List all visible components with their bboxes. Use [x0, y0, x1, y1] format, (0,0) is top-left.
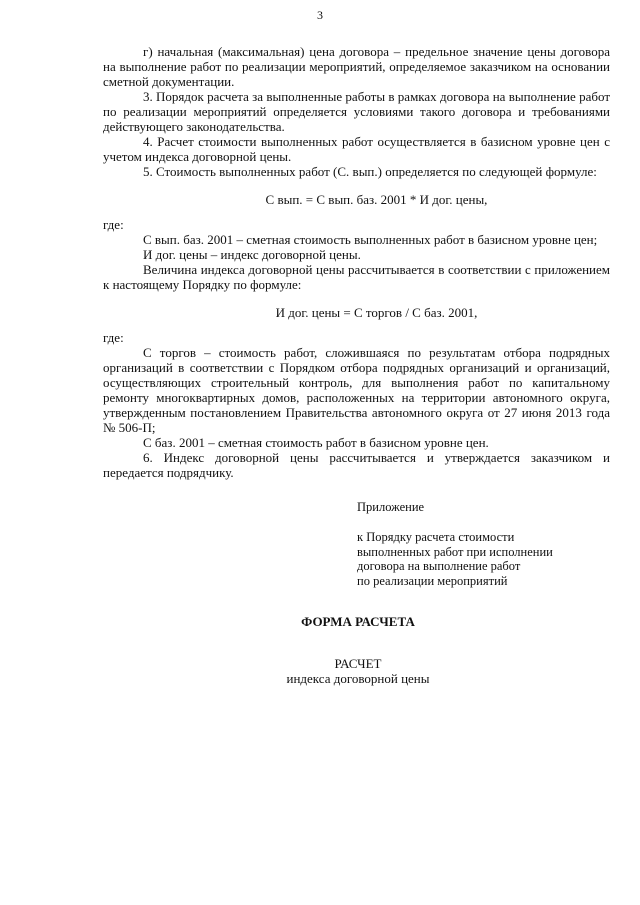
calculation-subtitle: индекса договорной цены: [286, 671, 430, 686]
paragraph-cost-formula-intro: 5. Стоимость выполненных работ (С. вып.) определяется по следующей формуле:: [143, 164, 597, 179]
appendix-line: выполненных работ при исполнении: [357, 544, 553, 559]
definition-base-cost: С вып. баз. 2001 – сметная стоимость выполненных работ в базисном уровне цен;: [143, 232, 598, 247]
appendix-reference: [357, 530, 553, 588]
where-label: где:: [103, 330, 124, 345]
appendix-line: договора на выполнение работ: [357, 559, 521, 573]
definition-index: И дог. цены – индекс договорной цены.: [143, 247, 361, 262]
paragraph-settlement-order: 3. Порядок расчета за выполненные работы в рамках договора на выполнение работ по реализации мероприятий определяется условиями такого договора и требованиями действующего законодательства.: [103, 89, 610, 134]
page-number: 3: [317, 8, 323, 22]
paragraph-index-approval: 6. Индекс договорной цены рассчитывается и утверждается заказчиком и передается подрядчику.: [103, 450, 610, 480]
paragraph-cost-calculation: 4. Расчет стоимости выполненных работ осуществляется в базисном уровне цен с учетом индекса договорной цены.: [103, 134, 610, 164]
paragraph-index-formula-intro: Величина индекса договорной цены рассчитывается в соответствии с приложением к настоящему Порядку по формуле:: [103, 262, 610, 292]
appendix-label: Приложение: [357, 500, 425, 514]
calculation-heading: [0, 656, 640, 686]
paragraph-contract-price: г) начальная (максимальная) цена договора – предельное значение цены договора на выполнение работ по реализации мероприятий, определяемое заказчиком на основании сметной документации.: [103, 44, 610, 89]
appendix-line: по реализации мероприятий: [357, 573, 508, 588]
formula-work-cost: С вып. = С вып. баз. 2001 * И дог. цены,: [265, 192, 488, 207]
document-body: [103, 44, 610, 480]
appendix-line: к Порядку расчета стоимости: [357, 530, 515, 544]
where-label: где:: [103, 217, 124, 232]
definition-base-2001-cost: С баз. 2001 – сметная стоимость работ в базисном уровне цен.: [143, 435, 489, 450]
form-title: ФОРМА РАСЧЕТА: [301, 614, 415, 629]
definition-tender-cost: С торгов – стоимость работ, сложившаяся по результатам отбора подрядных организаций в соответствии с Порядком отбора подрядных организаций и организаций, осуществляющих строительный контроль, для выполнения работ по капитальному ремонту многоквартирных домов, расположенных на территории автономного округа, утвержденным постановлением Правительства автономного округа от 27 июня 2013 года № 506-П;: [103, 345, 610, 435]
calculation-title: РАСЧЕТ: [334, 656, 382, 671]
formula-contract-index: И дог. цены = С торгов / С баз. 2001,: [275, 305, 478, 320]
